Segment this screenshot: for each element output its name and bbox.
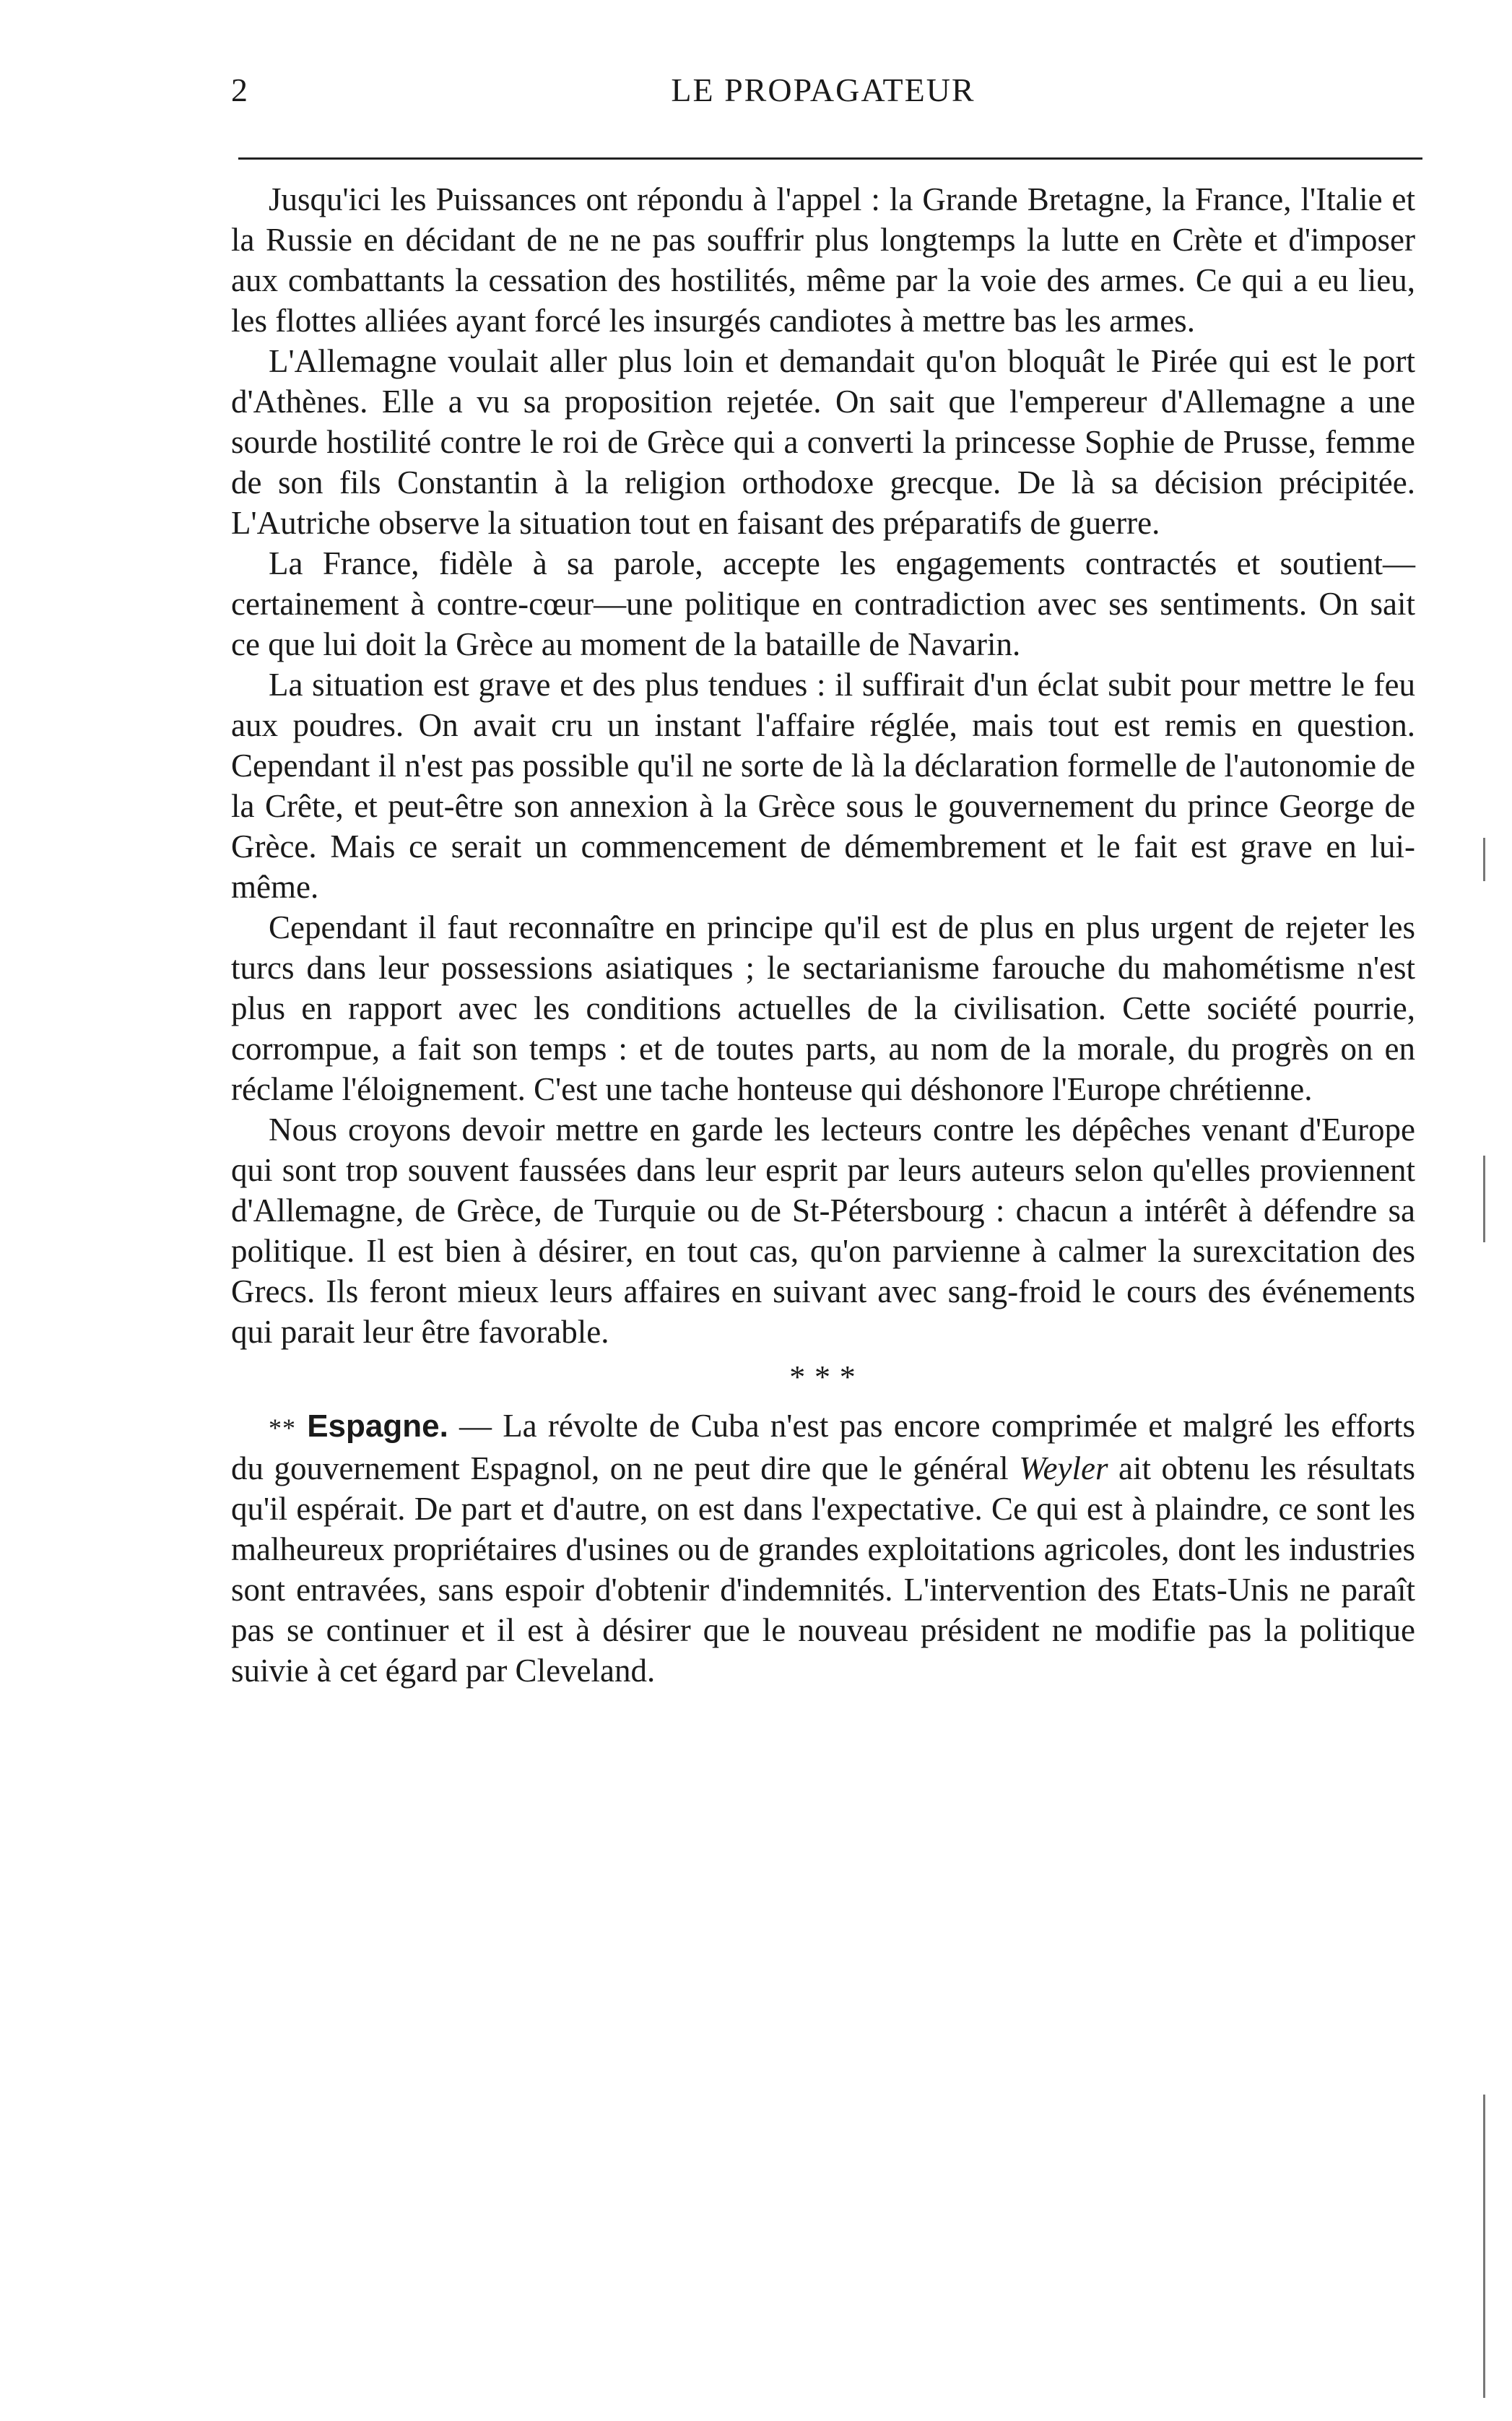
paragraph-1: Jusqu'ici les Puissances ont répondu à l'appel : la Grande Bretagne, la France, l'Italie et la Russie en décidant de ne ne pas souffrir plus longtemps la lutte en Crète et d'imposer aux combattants la cessation des hostilités, même par la voie des armes. Ce qui a eu lieu, les flottes alliées ayant forcé les insurgés candiotes à mettre bas les armes. [231, 181, 1415, 339]
section-text-2: ait obtenu les résultats qu'il espérait. De part et d'autre, on est dans l'expectative. Ce qui est à plaindre, ce sont les malheureux propriétaires d'usines ou de grandes exploitations agricoles, dont les industries sont entravées, sans espoir d'obtenir d'indemnités. L'intervention des Etats-Unis ne paraît pas se continuer et il est à désirer que le nouveau président ne modifie pas la politique suivie à cet égard par Cleveland. [231, 1450, 1416, 1689]
section-dash: — [448, 1408, 503, 1444]
running-title: LE PROPAGATEUR [671, 72, 976, 108]
section-marker: ** [269, 1413, 296, 1442]
article-body [231, 179, 1415, 1691]
page-number: 2 [231, 72, 249, 108]
paragraph-5: Cependant il faut reconnaître en principe qu'il est de plus en plus urgent de rejeter les turcs dans leur possessions asiatiques ; le sectarianisme farouche du mahométisme n'est plus en rapport avec les conditions actuelles de la civilisation. Cette société pourrie, corrompue, a fait son temps : et de toutes parts, au nom de la morale, du progrès on en réclame l'éloignement. C'est une tache honteuse qui déshonore l'Europe chrétienne. [231, 909, 1415, 1107]
section-separator: * * * [789, 1359, 857, 1395]
section-espagne [231, 1406, 1415, 1691]
general-name: Weyler [1019, 1450, 1108, 1486]
section-text-1: La révolte de Cuba n'est pas encore comprimée et malgré les efforts du gouvernement Espagnol, on ne peut dire que le général [231, 1408, 1416, 1486]
header-rule [238, 157, 1422, 160]
section-title: Espagne. [307, 1408, 448, 1444]
page-edge-mark [1483, 838, 1485, 881]
paragraph-2: L'Allemagne voulait aller plus loin et demandait qu'on bloquât le Pirée qui est le port d'Athènes. Elle a vu sa proposition rejetée. On sait que l'empereur d'Allemagne a une sourde hostilité contre le roi de Grèce qui a converti la princesse Sophie de Prusse, femme de son fils Constantin à la religion orthodoxe grecque. De là sa décision précipitée. L'Autriche observe la situation tout en faisant des préparatifs de guerre. [231, 343, 1415, 541]
page-edge-mark [1483, 1156, 1485, 1242]
paragraph-4: La situation est grave et des plus tendues : il suffirait d'un éclat subit pour mettre le feu aux poudres. On avait cru un instant l'affaire réglée, mais tout est remis en question. Cependant il n'est pas possible qu'il ne sorte de là la déclaration formelle de l'autonomie de la Crête, et peut-être son annexion à la Grèce sous le gouvernement du prince George de Grèce. Mais ce serait un commencement de démembrement et le fait est grave en lui-même. [231, 667, 1415, 905]
page-edge-mark [1483, 2095, 1485, 2398]
paragraph-3: La France, fidèle à sa parole, accepte les engagements contractés et soutient—certainement à contre-cœur—une politique en contradiction avec ses sentiments. On sait ce que lui doit la Grèce au moment de la bataille de Navarin. [231, 545, 1415, 662]
page-header [231, 71, 1415, 121]
paragraph-6: Nous croyons devoir mettre en garde les lecteurs contre les dépêches venant d'Europe qui sont trop souvent faussées dans leur esprit par leurs auteurs selon qu'elles proviennent d'Allemagne, de Grèce, de Turquie ou de St-Pétersbourg : chacun a intérêt à défendre sa politique. Il est bien à désirer, en tout cas, qu'on parvienne à calmer la surexcitation des Grecs. Ils feront mieux leurs affaires en suivant avec sang-froid le cours des événements qui parait leur être favorable. [231, 1112, 1415, 1350]
